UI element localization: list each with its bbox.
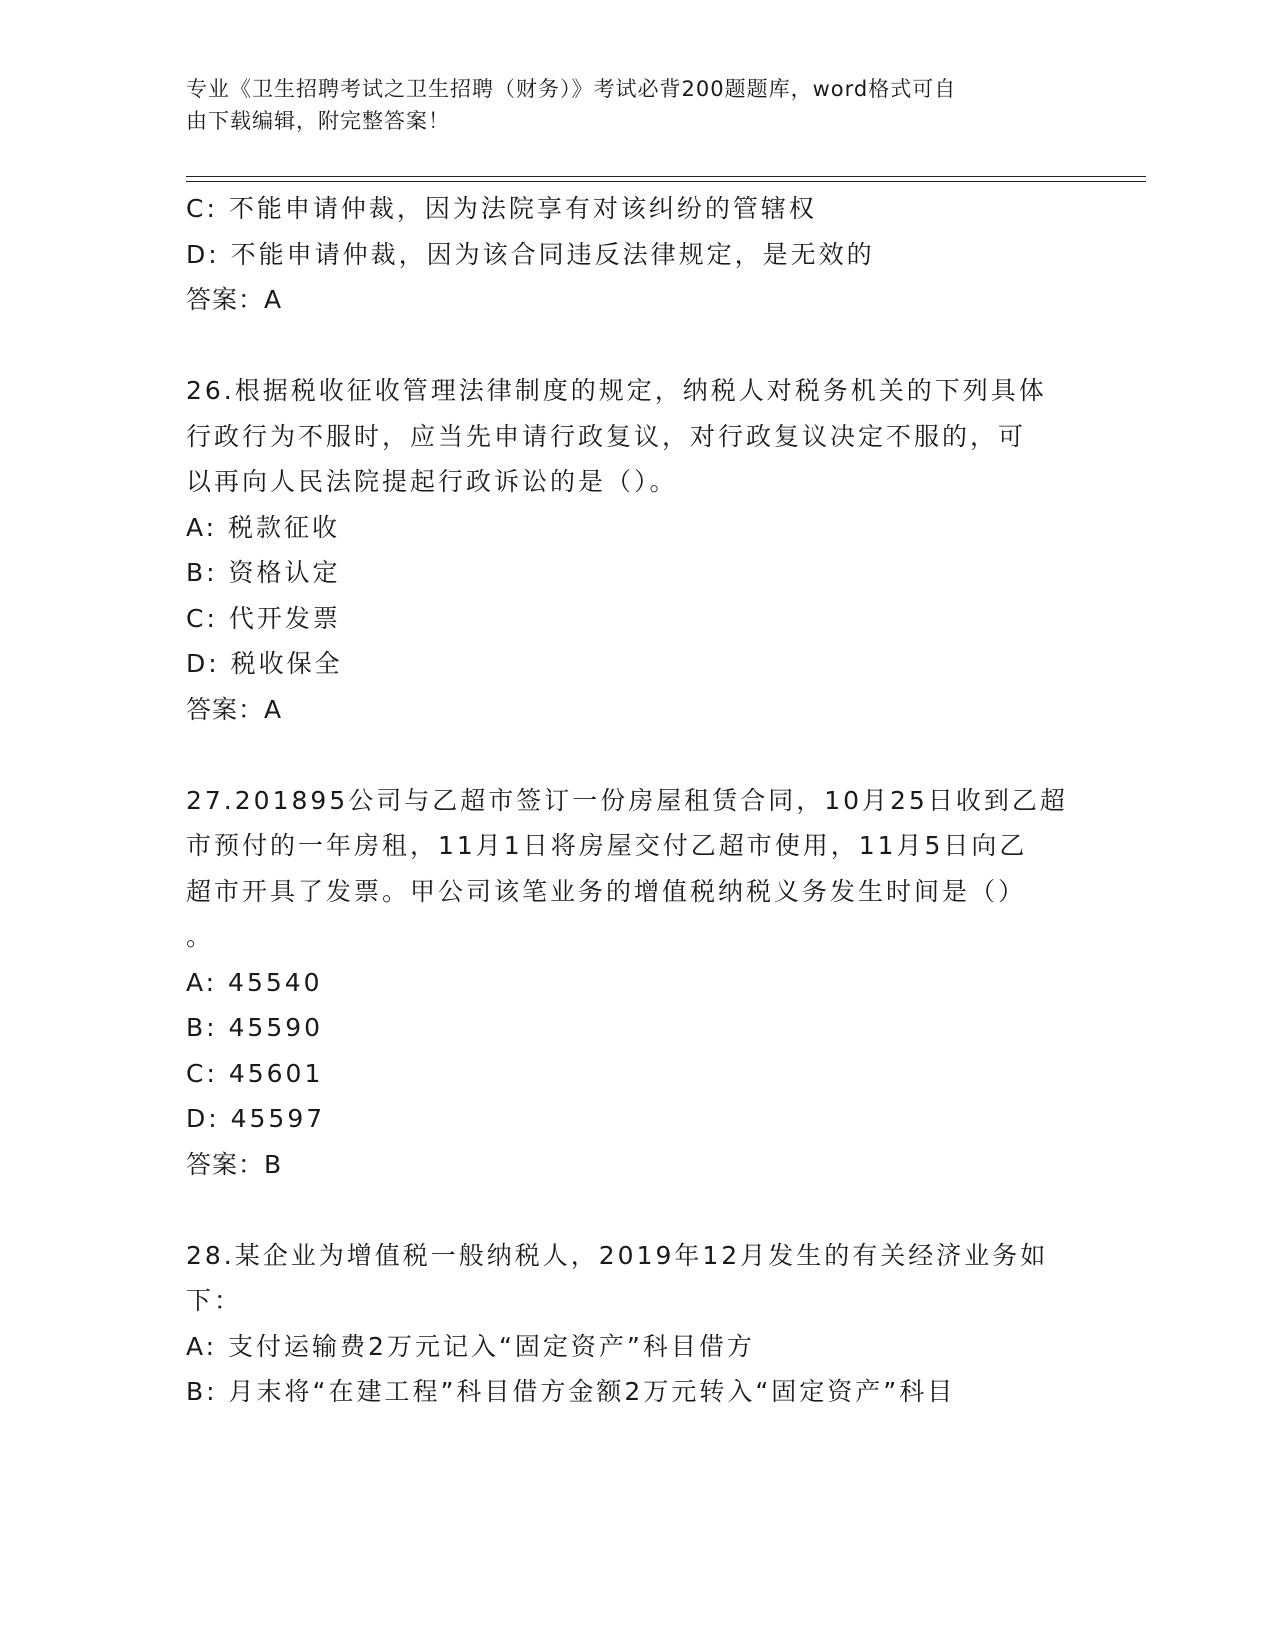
q25-option-d: D: 不能申请仲裁，因为该合同违反法律规定，是无效的 — [186, 239, 875, 269]
q26-answer: 答案：A — [186, 694, 283, 724]
q26-option-c: C: 代开发票 — [186, 603, 341, 633]
spacer — [186, 1187, 1086, 1233]
q26-option-d: D: 税收保全 — [186, 649, 343, 678]
q28-option-b: B: 月末将“在建工程”科目借方金额2万元转入“固定资产”科目 — [186, 1377, 956, 1406]
q26-stem-line-1: 26.根据税收征收管理法律制度的规定，纳税人对税务机关的下列具体 — [186, 376, 1047, 405]
spacer — [186, 732, 1086, 778]
q27-option-a: A: 45540 — [186, 967, 323, 997]
q27-stem-line-4: 。 — [186, 922, 215, 951]
q26-stem-line-3: 以再向人民法院提起行政诉讼的是（）。 — [186, 467, 678, 496]
q27-answer: 答案：B — [186, 1149, 283, 1179]
q26-stem-line-2: 行政行为不服时，应当先申请行政复议，对行政复议决定不服的，可 — [186, 421, 1027, 451]
header-line-2: 由下载编辑，附完整答案！ — [186, 109, 450, 133]
question-content — [186, 186, 1086, 1415]
q28-stem-line-1: 28.某企业为增值税一般纳税人，2019年12月发生的有关经济业务如 — [186, 1240, 1049, 1270]
header-rule-top — [186, 176, 1146, 177]
document-header — [186, 73, 1066, 137]
header-line-1: 专业《卫生招聘考试之卫生招聘（财务）》考试必背200题题库，word格式可自 — [186, 77, 957, 101]
q25-answer: 答案：A — [186, 285, 283, 314]
header-rule-bottom — [186, 181, 1146, 182]
q26-option-a: A: 税款征收 — [186, 512, 341, 542]
q27-option-d: D: 45597 — [186, 1104, 326, 1133]
q27-option-c: C: 45601 — [186, 1058, 324, 1088]
q26-option-b: B: 资格认定 — [186, 558, 341, 587]
q28-option-a: A: 支付运输费2万元记入“固定资产”科目借方 — [186, 1331, 755, 1361]
q27-stem-line-3: 超市开具了发票。甲公司该笔业务的增值税纳税义务发生时间是（） — [186, 876, 1027, 906]
q25-option-c: C: 不能申请仲裁，因为法院享有对该纠纷的管辖权 — [186, 194, 817, 223]
q27-option-b: B: 45590 — [186, 1013, 324, 1042]
q27-stem-line-2: 市预付的一年房租，11月1日将房屋交付乙超市使用，11月5日向乙 — [186, 831, 1028, 860]
q28-stem-line-2: 下： — [186, 1286, 243, 1315]
q27-stem-line-1: 27.201895公司与乙超市签订一份房屋租赁合同，10月25日收到乙超 — [186, 785, 1068, 815]
spacer — [186, 323, 1086, 369]
